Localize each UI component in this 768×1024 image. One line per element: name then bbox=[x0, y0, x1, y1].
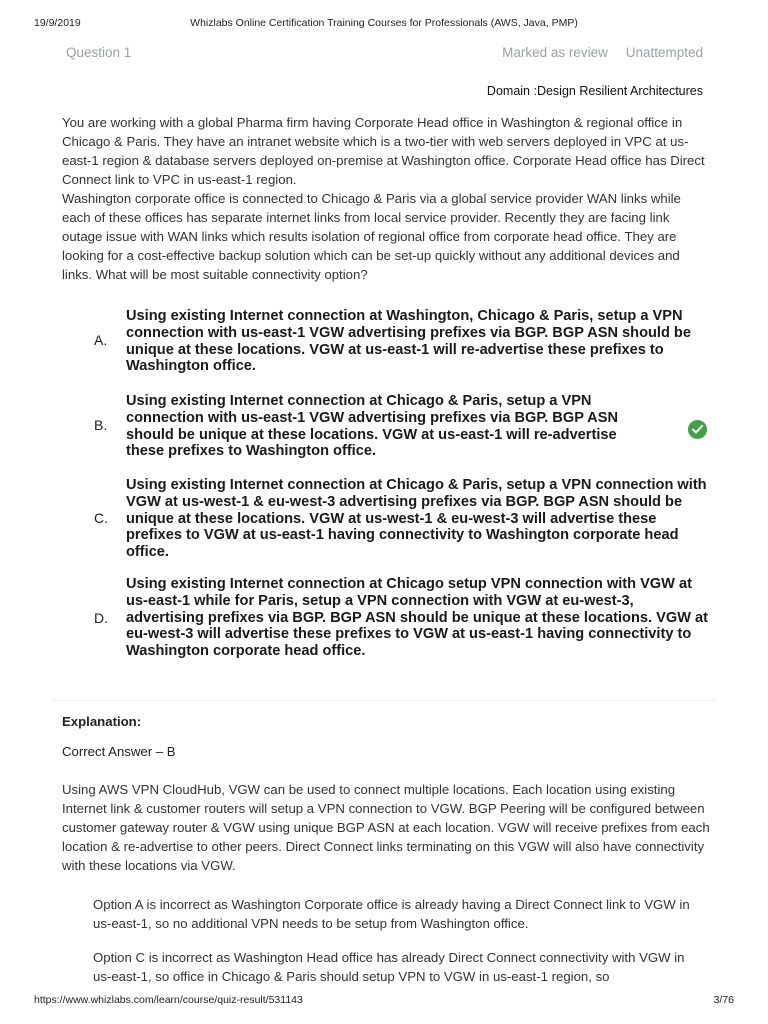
option-letter: C. bbox=[94, 510, 108, 526]
page-number: 3/76 bbox=[713, 994, 734, 1006]
option-letter: A. bbox=[94, 332, 108, 348]
option-text: Using existing Internet connection at Chicago & Paris, setup a VPN connection with VGW at us-west-1 & eu-west-3 advertising prefixes via BGP. BGP ASN should be unique at these locations. VGW at us-west-1 & eu-west-3 will advertise these prefixes to VGW at us-east-1 having connectivity to Washington corporate head office. bbox=[126, 477, 707, 561]
divider bbox=[52, 700, 716, 701]
option-text: Using existing Internet connection at Chicago & Paris, setup a VPN connection with us-east-1 VGW advertising prefixes via BGP. BGP ASN should be unique at these locations. VGW at us-east-1 will re-advertise these prefixes to Washington office. bbox=[126, 393, 618, 460]
option-letter: B. bbox=[94, 417, 108, 433]
correct-check-icon bbox=[688, 420, 707, 439]
print-date: 19/9/2019 bbox=[34, 17, 81, 29]
option-text: Using existing Internet connection at Washington, Chicago & Paris, setup a VPN connection with us-east-1 VGW advertising prefixes via BGP. BGP ASN should be unique at these locations. VGW at us-east-1 will re-advertise these prefixes to Washington office. bbox=[126, 308, 691, 375]
question-paragraph-1: You are working with a global Pharma firm having Corporate Head office in Washington & regional office in Chicago & Paris. They have an intranet website which is a two-tier with web servers deployed in VPC at us-east-1 region & database servers deployed on-premise at Washington office. Corporate Head office has Direct Connect link to VPC in us-east-1 region. bbox=[62, 115, 705, 187]
option-a-explanation: Option A is incorrect as Washington Corporate office is already having a Direct Connect link to VGW in us-east-1, so no additional VPN needs to be setup from Washington office. bbox=[93, 897, 690, 931]
attempt-status: Unattempted bbox=[625, 45, 703, 60]
question-number: Question 1 bbox=[66, 45, 132, 60]
correct-answer: Correct Answer – B bbox=[62, 744, 176, 759]
explanation-body: Using AWS VPN CloudHub, VGW can be used to connect multiple locations. Each location using existing Internet link & customer routers will setup a VPN connection to VGW. BGP Peering will be configured between customer gateway router & VGW using unique BGP ASN at each location. VGW will receive prefixes from each location & re-advertise to other peers. Direct Connect links terminating on this VGW will also have connectivity with these locations via VGW. bbox=[62, 782, 710, 873]
marked-review-link[interactable]: Marked as review bbox=[502, 45, 608, 60]
question-paragraph-2: Washington corporate office is connected to Chicago & Paris via a global service provider WAN links while each of these offices has separate internet links from local service provider. Recently they are facing link outage issue with WAN links which results isolation of regional office from corporate head office. They are looking for a cost-effective backup solution which can be set-up quickly without any additional devices and links. What will be most suitable connectivity option? bbox=[62, 191, 681, 282]
print-url: https://www.whizlabs.com/learn/course/quiz-result/531143 bbox=[34, 994, 303, 1006]
question-domain: Domain :Design Resilient Architectures bbox=[486, 84, 703, 98]
option-letter: D. bbox=[94, 610, 108, 626]
print-title: Whizlabs Online Certification Training Courses for Professionals (AWS, Java, PMP) bbox=[190, 17, 578, 29]
question-text bbox=[62, 113, 707, 284]
explanation-label: Explanation: bbox=[62, 714, 142, 729]
question-status bbox=[488, 45, 703, 60]
option-text: Using existing Internet connection at Chicago setup VPN connection with VGW at us-east-1 while for Paris, setup a VPN connection with VGW at eu-west-3, advertising prefixes via BGP. BGP ASN should be unique at these locations. VGW at eu-west-3 will advertise these prefixes to VGW at us-east-1 having connectivity to Washington corporate head office. bbox=[126, 576, 708, 660]
option-c-explanation: Option C is incorrect as Washington Head office has already Direct Connect connectivity with VGW in us-east-1, so office in Chicago & Paris should setup VPN to VGW in us-east-1 region, so bbox=[93, 950, 685, 984]
